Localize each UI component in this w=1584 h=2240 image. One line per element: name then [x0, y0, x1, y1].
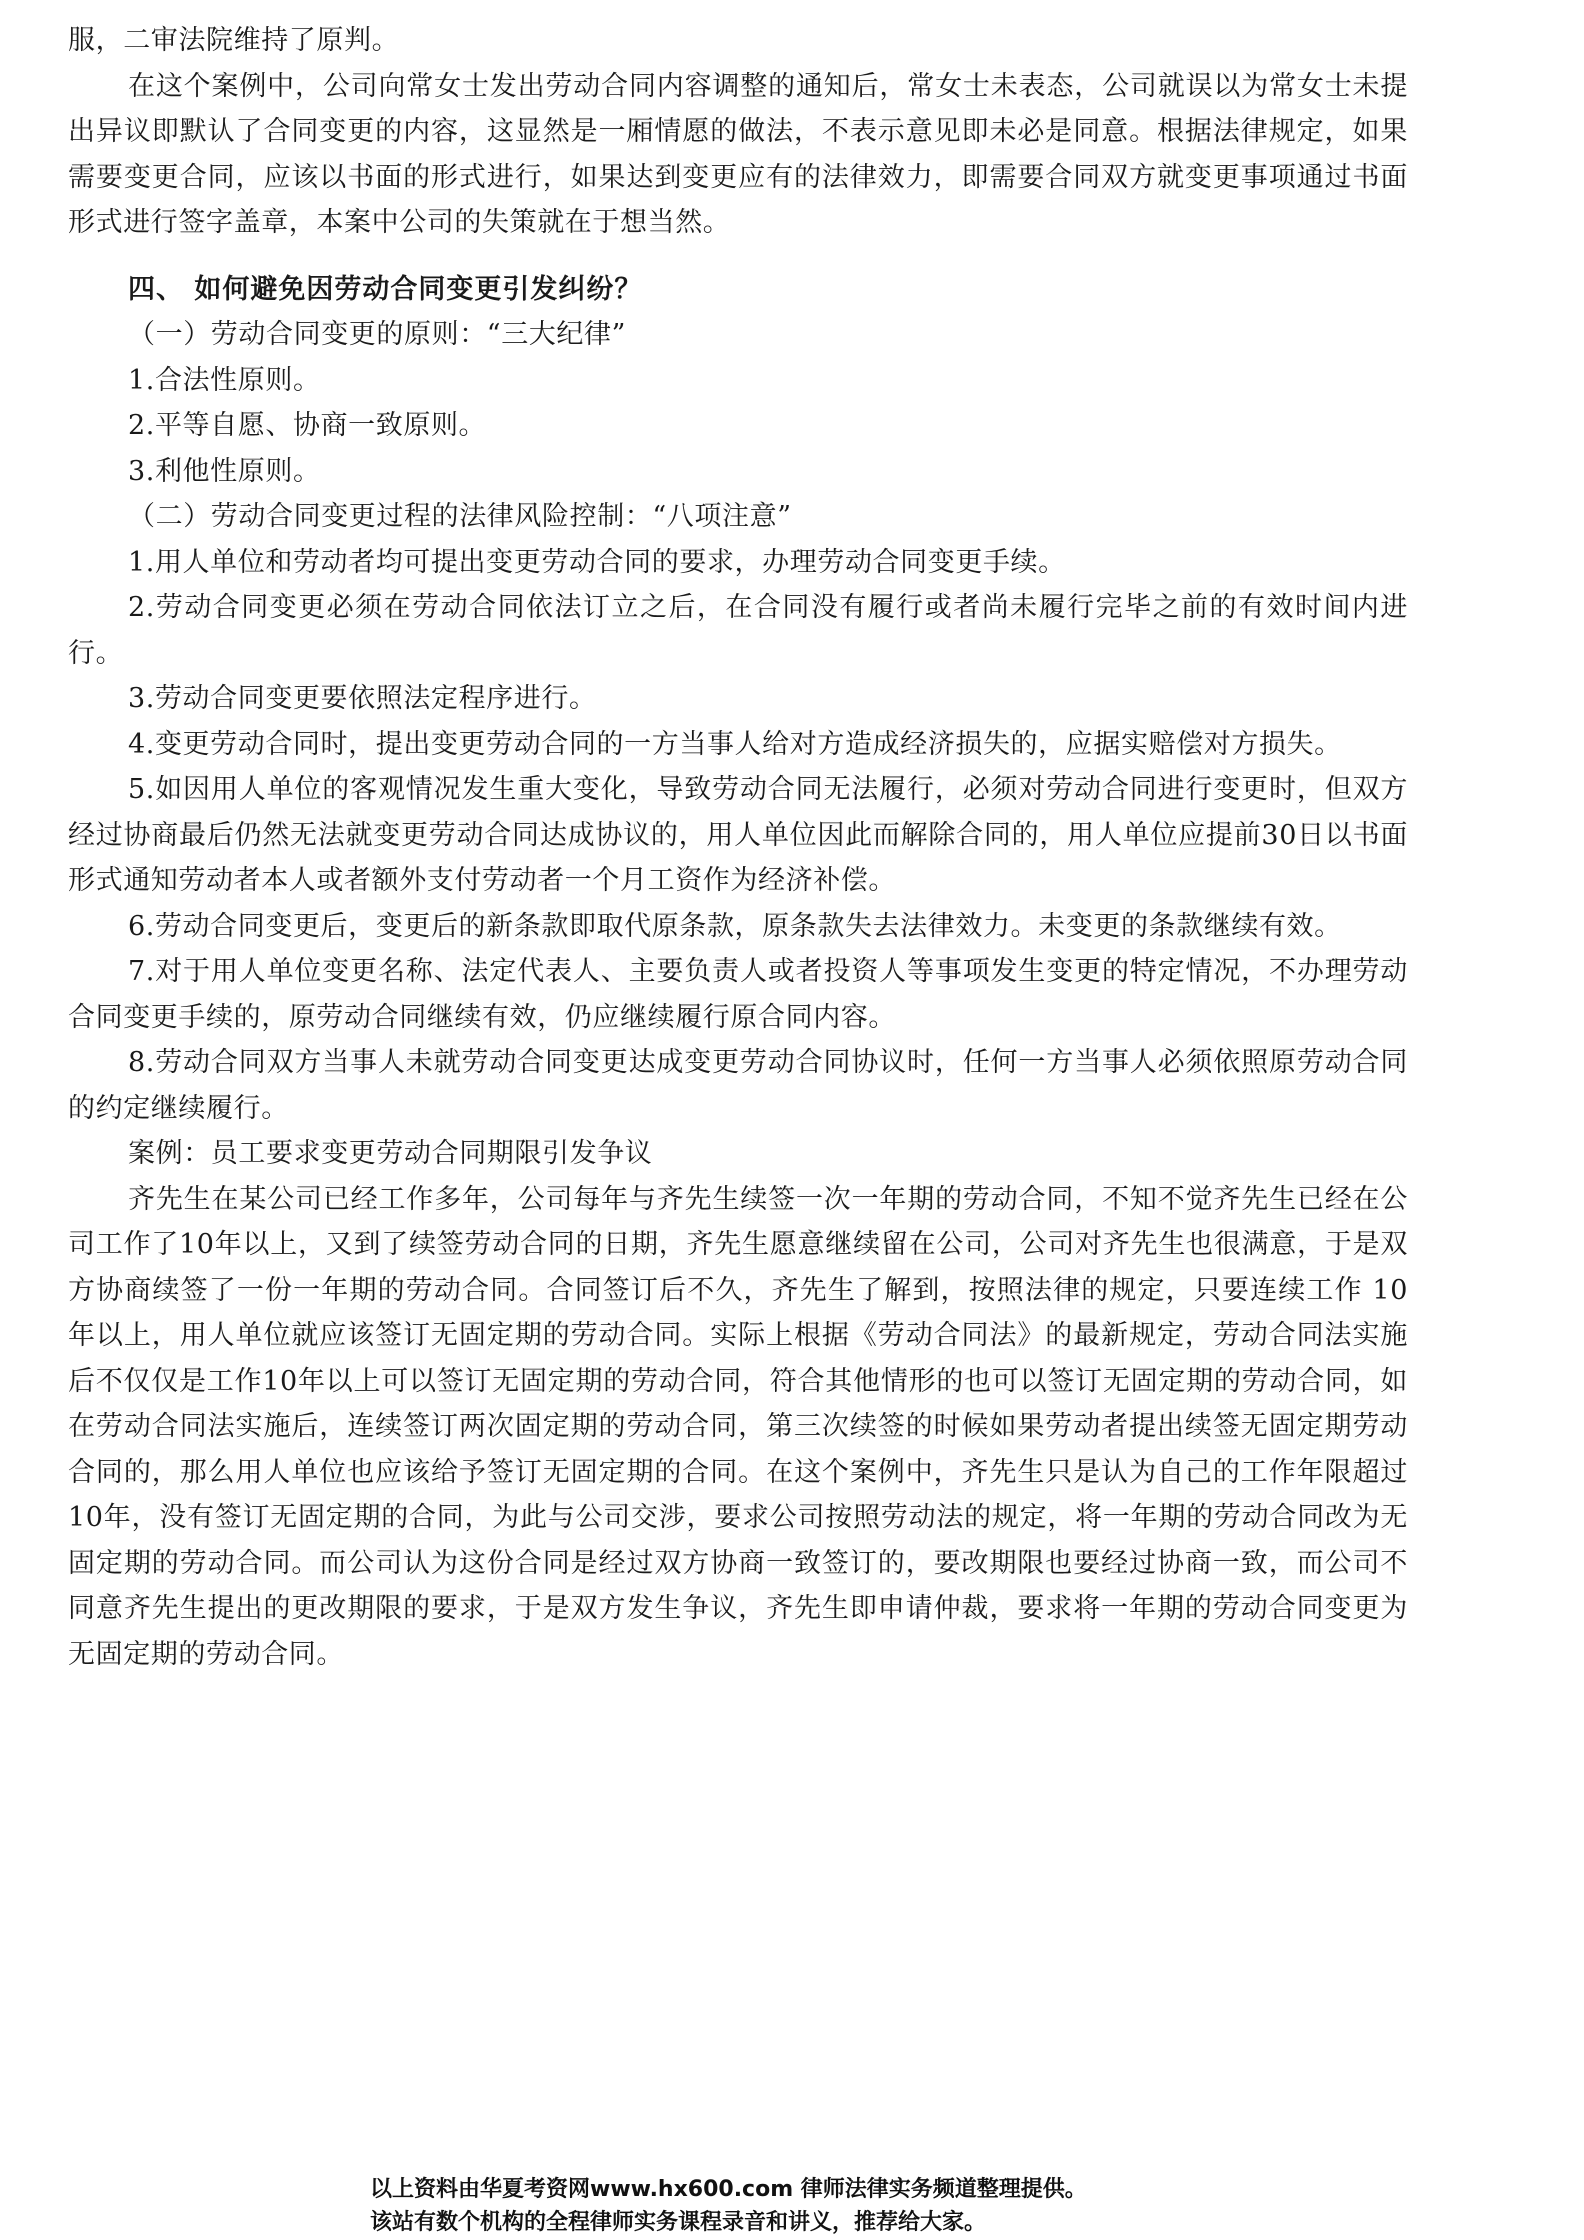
subsection-title-principles: （一）劳动合同变更的原则：“三大纪律” [128, 319, 627, 350]
section-heading: 四、 如何避免因劳动合同变更引发纠纷？ [128, 273, 643, 305]
list-item: 4.变更劳动合同时，提出变更劳动合同的一方当事人给对方造成经济损失的，应据实赔偿对方损失。 [128, 728, 1342, 760]
list-item: 8.劳动合同双方当事人未就劳动合同变更达成变更劳动合同协议时，任何一方当事人必须依照原劳动合同的约定继续履行。 [68, 1047, 1408, 1124]
list-item: 5.如因用人单位的客观情况发生重大变化，导致劳动合同无法履行，必须对劳动合同进行变更时，但双方经过协商最后仍然无法就变更劳动合同达成协议的，用人单位因此而解除合同的，用人单位应提前30日以书面形式通知劳动者本人或者额外支付劳动者一个月工资作为经济补偿。 [68, 774, 1408, 896]
footer-line-2: 该站有数个机构的全程律师实务课程录音和讲义，推荐给大家。 [370, 2210, 987, 2235]
paragraph-case-analysis: 在这个案例中，公司向常女士发出劳动合同内容调整的通知后，常女士未表态，公司就误以为常女士未提出异议即默认了合同变更的内容，这显然是一厢情愿的做法，不表示意见即未必是同意。根据法律规定，如果需要变更合同，应该以书面的形式进行，如果达到变更应有的法律效力，即需要合同双方就变更事项通过书面形式进行签字盖章，本案中公司的失策就在于想当然。 [68, 70, 1408, 238]
paragraph-intro-end: 服，二审法院维持了原判。 [68, 25, 400, 56]
list-item: 7.对于用人单位变更名称、法定代表人、主要负责人或者投资人等事项发生变更的特定情况，不办理劳动合同变更手续的，原劳动合同继续有效，仍应继续履行原合同内容。 [68, 956, 1408, 1033]
page-footer [370, 2173, 1270, 2239]
list-item: 6.劳动合同变更后，变更后的新条款即取代原条款，原条款失去法律效力。未变更的条款继续有效。 [128, 910, 1342, 942]
list-item: 3.劳动合同变更要依照法定程序进行。 [128, 683, 597, 714]
document-body [68, 18, 1408, 1677]
subsection-title-risk-control: （二）劳动合同变更过程的法律风险控制：“八项注意” [128, 501, 792, 532]
list-item: 3.利他性原则。 [128, 455, 321, 487]
list-item: 1.用人单位和劳动者均可提出变更劳动合同的要求，办理劳动合同变更手续。 [128, 546, 1066, 578]
case-body: 齐先生在某公司已经工作多年，公司每年与齐先生续签一次一年期的劳动合同，不知不觉齐先生已经在公司工作了10年以上，又到了续签劳动合同的日期，齐先生愿意继续留在公司，公司对齐先生也很满意，于是双方协商续签了一份一年期的劳动合同。合同签订后不久，齐先生了解到，按照法律的规定，只要连续工作 10年以上，用人单位就应该签订无固定期的劳动合同。实际上根据《劳动合同法》的最新规定，劳动合同法实施后不仅仅是工作10年以上可以签订无固定期的劳动合同，符合其他情形的也可以签订无固定期的劳动合同，如在劳动合同法实施后，连续签订两次固定期的劳动合同，第三次续签的时候如果劳动者提出续签无固定期劳动合同的，那么用人单位也应该给予签订无固定期的合同。在这个案例中，齐先生只是认为自己的工作年限超过10年，没有签订无固定期的合同，为此与公司交涉，要求公司按照劳动法的规定，将一年期的劳动合同改为无固定期的劳动合同。而公司认为这份合同是经过双方协商一致签订的，要改期限也要经过协商一致，而公司不同意齐先生提出的更改期限的要求，于是双方发生争议，齐先生即申请仲裁，要求将一年期的劳动合同变更为无固定期的劳动合同。 [68, 1183, 1408, 1670]
footer-line-1: 以上资料由华夏考资网www.hx600.com 律师法律实务频道整理提供。 [370, 2177, 1087, 2202]
list-item: 2.劳动合同变更必须在劳动合同依法订立之后，在合同没有履行或者尚未履行完毕之前的有效时间内进行。 [68, 592, 1408, 669]
list-item: 1.合法性原则。 [128, 364, 321, 396]
case-title: 案例：员工要求变更劳动合同期限引发争议 [128, 1138, 653, 1169]
list-item: 2.平等自愿、协商一致原则。 [128, 410, 487, 441]
